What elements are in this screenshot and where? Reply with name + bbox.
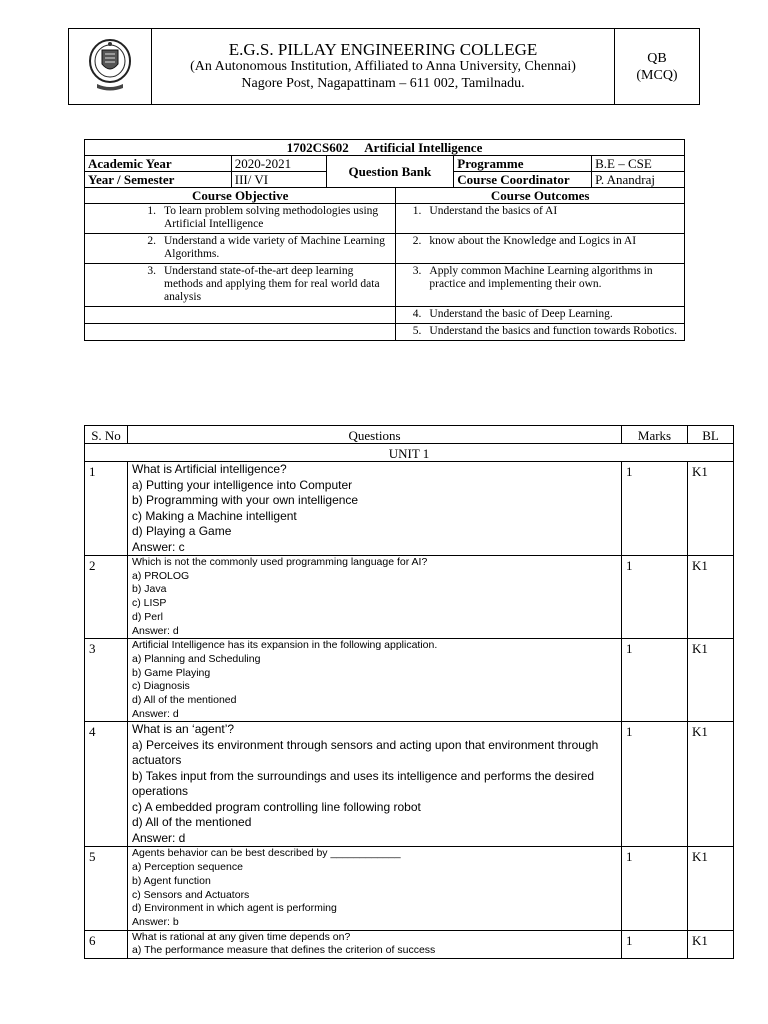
year-semester-value: III/ VI [231, 172, 326, 188]
table-row [85, 930, 734, 958]
objective-item: 3. Understand state-of-the-art deep learning methods and applying them for real world data analysis [85, 264, 396, 307]
outcome-item: 5. Understand the basics and function towards Robotics. [396, 324, 685, 341]
unit-heading: UNIT 1 [85, 444, 734, 462]
question-marks: 1 [622, 722, 688, 847]
question-text: Which is not the commonly used programming language for AI? a) PROLOG b) Java c) LISP d) Perl Answer: d [128, 556, 622, 639]
question-number: 4 [85, 722, 128, 847]
question-text: What is an ‘agent’? a) Perceives its environment through sensors and acting upon that environment through actuators b) Takes input from the surroundings and uses its intelligence and performs the desired operations c) A embedded program controlling line following robot d) All of the mentioned Answer: d [128, 722, 622, 847]
college-header [68, 28, 700, 105]
table-row [85, 847, 734, 930]
question-bloom-level: K1 [688, 722, 734, 847]
question-table [84, 425, 734, 959]
objective-empty [85, 324, 396, 341]
programme-label: Programme [454, 156, 592, 172]
col-header-marks: Marks [622, 426, 688, 444]
question-bloom-level: K1 [688, 639, 734, 722]
question-bank-label: Question Bank [326, 156, 454, 188]
college-seal-icon [87, 36, 133, 92]
academic-year-label: Academic Year [85, 156, 232, 172]
table-row [85, 639, 734, 722]
outcome-item: 3. Apply common Machine Learning algorithms in practice and implementing their own. [396, 264, 685, 307]
question-number: 2 [85, 556, 128, 639]
objective-empty [85, 307, 396, 324]
question-text: Artificial Intelligence has its expansion in the following application. a) Planning and Scheduling b) Game Playing c) Diagnosis d) All of the mentioned Answer: d [128, 639, 622, 722]
question-bloom-level: K1 [688, 462, 734, 556]
doc-type: QB [647, 50, 667, 66]
course-outcomes-header: Course Outcomes [396, 188, 685, 204]
objective-item: 1. To learn problem solving methodologies using Artificial Intelligence [85, 204, 396, 234]
objective-item: 2. Understand a wide variety of Machine Learning Algorithms. [85, 234, 396, 264]
question-number: 3 [85, 639, 128, 722]
col-header-bl: BL [688, 426, 734, 444]
doc-type-cell [615, 29, 700, 105]
academic-year-value: 2020-2021 [231, 156, 326, 172]
college-title-cell [152, 29, 615, 105]
outcome-item: 4. Understand the basic of Deep Learning. [396, 307, 685, 324]
question-marks: 1 [622, 639, 688, 722]
question-number: 1 [85, 462, 128, 556]
question-number: 5 [85, 847, 128, 930]
question-number: 6 [85, 930, 128, 958]
college-logo-cell [69, 29, 152, 105]
college-name: E.G.S. PILLAY ENGINEERING COLLEGE [228, 40, 538, 59]
outcome-item: 1. Understand the basics of AI [396, 204, 685, 234]
outcome-item: 2. know about the Knowledge and Logics in AI [396, 234, 685, 264]
question-text: What is Artificial intelligence? a) Putting your intelligence into Computer b) Programming with your own intelligence c) Making a Machine intelligent d) Playing a Game Answer: c [128, 462, 622, 556]
question-marks: 1 [622, 462, 688, 556]
doc-subtype: (MCQ) [636, 67, 678, 83]
question-marks: 1 [622, 556, 688, 639]
question-text: Agents behavior can be best described by ____________ a) Perception sequence b) Agent function c) Sensors and Actuators d) Environment in which agent is performing Answer: b [128, 847, 622, 930]
year-semester-label: Year / Semester [85, 172, 232, 188]
col-header-sno: S. No [85, 426, 128, 444]
question-bloom-level: K1 [688, 930, 734, 958]
course-objective-header: Course Objective [85, 188, 396, 204]
table-row [85, 462, 734, 556]
course-info-table [84, 139, 685, 341]
coordinator-label: Course Coordinator [454, 172, 592, 188]
question-marks: 1 [622, 930, 688, 958]
question-marks: 1 [622, 847, 688, 930]
col-header-questions: Questions [128, 426, 622, 444]
college-address: Nagore Post, Nagapattinam – 611 002, Tamilnadu. [241, 76, 525, 91]
college-affiliation: (An Autonomous Institution, Affiliated to Anna University, Chennai) [190, 59, 576, 74]
question-bloom-level: K1 [688, 847, 734, 930]
question-bloom-level: K1 [688, 556, 734, 639]
table-row [85, 556, 734, 639]
question-text: What is rational at any given time depends on? a) The performance measure that defines the criterion of success [128, 930, 622, 958]
coordinator-value: P. Anandraj [592, 172, 685, 188]
programme-value: B.E – CSE [592, 156, 685, 172]
table-row [85, 722, 734, 847]
course-title: 1702CS602 Artificial Intelligence [85, 140, 685, 156]
